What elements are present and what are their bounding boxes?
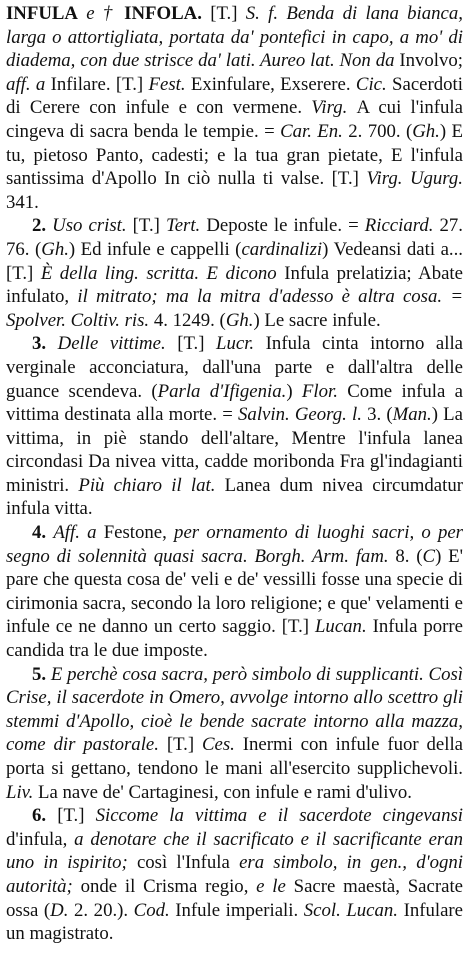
sense-paragraph-4 [6,521,463,663]
italic-text: Aff. a [53,522,104,544]
body-text: onde il Crisma regio, [80,875,257,897]
italic-text: S. f. Benda di lana bianca, larga o attortigliata, portata da' pontefici in capo, a mo' di diadema, con due strisce da' lati. Aureo lat. Non da [6,3,463,72]
italic-text: a denotare che il sacrificato e il sacrificante eran uno in ispirito; [6,828,463,874]
italic-text: Ricciard. [364,215,440,237]
italic-text: Gh. [412,120,440,142]
italic-text: Man. [392,404,432,426]
headword: INFULA [6,3,78,24]
body-text: ) La vittima, in piè stando dell'altare, Mentre l'infula lanea circondasi Da nivea vitta, cadde moribonda Fra gl'indagianti ministri. [6,404,463,496]
body-text: 2. 20.). [74,899,134,921]
italic-text: Siccome la vittima e il sacerdote cingevansi [95,805,463,827]
body-text: Sacre maestà, Sacrate ossa ( [6,875,463,921]
italic-text: C [422,545,436,567]
body-text: A cui l'infula cingeva di sacra benda le tempie. = [6,97,463,142]
italic-text: Delle vittime. [57,333,178,355]
italic-text: Virg. Ugurg. [366,168,464,190]
body-text: [T.] [201,3,246,24]
italic-text: e le [256,875,294,897]
body-text: Sacerdoti di Cerere con infule e con vermene. [6,73,463,119]
body-text: 3. ( [367,404,393,426]
body-text: [T.] [177,333,217,355]
italic-text: e † [78,3,125,24]
sense-number: 6. [32,805,47,827]
italic-text: Fest. [148,73,191,95]
italic-text: Lucan. [314,616,373,638]
italic-text: Gh. [225,309,254,331]
italic-text: cardinalizi [241,238,323,260]
italic-text: Più chiaro il lat. [78,474,225,496]
body-text: 2. 700. ( [348,120,413,142]
sense-paragraph-3 [6,332,463,521]
italic-text: E perchè cosa sacra, però simbolo di supplicanti. Così Crise, il sacerdote in Omero, avvolge intorno allo scettro gli stemmi d'Apollo, cioè le bende sacrate intorno alla mazza, come dir pastorale. [6,663,464,756]
body-text: ) E tu, pietoso Panto, cadesti; e la tua gran pietate, E l'infula santissima d'Apollo In ciò nulla ti valse. [T.] [6,120,463,190]
italic-text: Cic. [355,73,393,95]
sense-paragraph-1 [6,2,463,214]
italic-text: Liv. [6,781,38,803]
body-text: Involvo; [399,50,463,72]
body-text: [T.] [57,805,96,827]
body-text: Infula cinta intorno alla verginale acconciatura, dall'una parte e dall'altra delle guance scendeva. ( [6,333,463,402]
italic-text: Scol. Lucan. [303,899,404,921]
italic-text: Gh. [41,238,69,260]
body-text: 341. [6,191,39,213]
body-text: così l'Infula [136,852,240,874]
italic-text: Uso crist. [52,215,133,237]
body-text: ) [286,380,302,402]
body-text: Infulare un magistrato. [6,899,463,945]
italic-text: D. [50,899,75,921]
italic-text: Virg. [311,97,357,119]
italic-text: Salvin. Georg. l. [238,404,368,426]
italic-text: per ornamento di luoghi sacri, o per segno di solennità quasi sacra. Borgh. Arm. fam. [6,522,463,567]
dictionary-entry-infula [6,2,463,946]
sense-number: 4. [32,522,47,544]
body-text: d'infula, [6,828,75,850]
body-text: 27. 76. ( [6,215,463,260]
italic-text: era simbolo, in gen., d'ogni autorità; [6,852,464,897]
italic-text: Parla d'Ifigenia. [157,380,287,402]
body-text: ) Vedeansi dati a... [T.] [6,238,463,284]
body-text: 8. ( [395,545,423,567]
italic-text: Tert. [165,215,207,237]
body-text: Infula porre candida tra le due imposte. [6,616,463,662]
body-text: ) E' pare che questa cosa de' veli e de' vessilli fosse una specie di cirimonia sacra, secondo la loro religione; e que' velamenti e infule ce ne danno un certo saggio. [T.] [6,545,463,638]
body-text: Exinfulare, Exserere. [190,73,356,95]
body-text: 4. 1249. ( [153,309,226,331]
body-text: Infule imperiali. [175,899,304,921]
italic-text: Lucr. [216,333,266,355]
body-text: [T.] [132,215,166,237]
sense-number: 5. [32,663,47,685]
body-text: Come infula a vittima destinata alla morte. = [6,380,463,426]
italic-text: È della ling. scritta. E dicono [40,262,285,284]
body-text: Inermi con infule fuor della porta si gettano, tendono le mani all'esercito supplichevoli. [6,734,464,779]
italic-text: il mitrato; ma la mitra d'adesso è altra cosa. = Spolver. Coltiv. ris. [6,286,463,331]
body-text: Deposte le infule. = [206,215,365,237]
italic-text: Cod. [133,899,176,921]
sense-paragraph-6 [6,804,463,946]
body-text: Festone, [103,522,175,544]
italic-text: Ces. [201,734,243,756]
body-text: ) Ed infule e cappelli ( [68,238,242,260]
italic-text: aff. a [6,73,51,95]
headword: INFOLA. [124,3,202,24]
body-text: Infula prelatizia; Abate infulato, [6,262,463,308]
body-text: [T.] [166,734,202,756]
body-text: La nave de' Cartaginesi, con infule e rami d'ulivo. [38,781,412,803]
italic-text: Flor. [301,380,348,402]
body-text: ) Le sacre infule. [253,309,381,331]
sense-paragraph-5 [6,663,463,805]
italic-text: Car. En. [280,120,349,142]
sense-paragraph-2 [6,214,463,332]
body-text: Infilare. [T.] [50,73,149,95]
sense-number: 2. [32,215,47,237]
sense-number: 3. [32,333,47,355]
body-text: Lanea dum nivea circumdatur infula vitta. [6,474,463,520]
